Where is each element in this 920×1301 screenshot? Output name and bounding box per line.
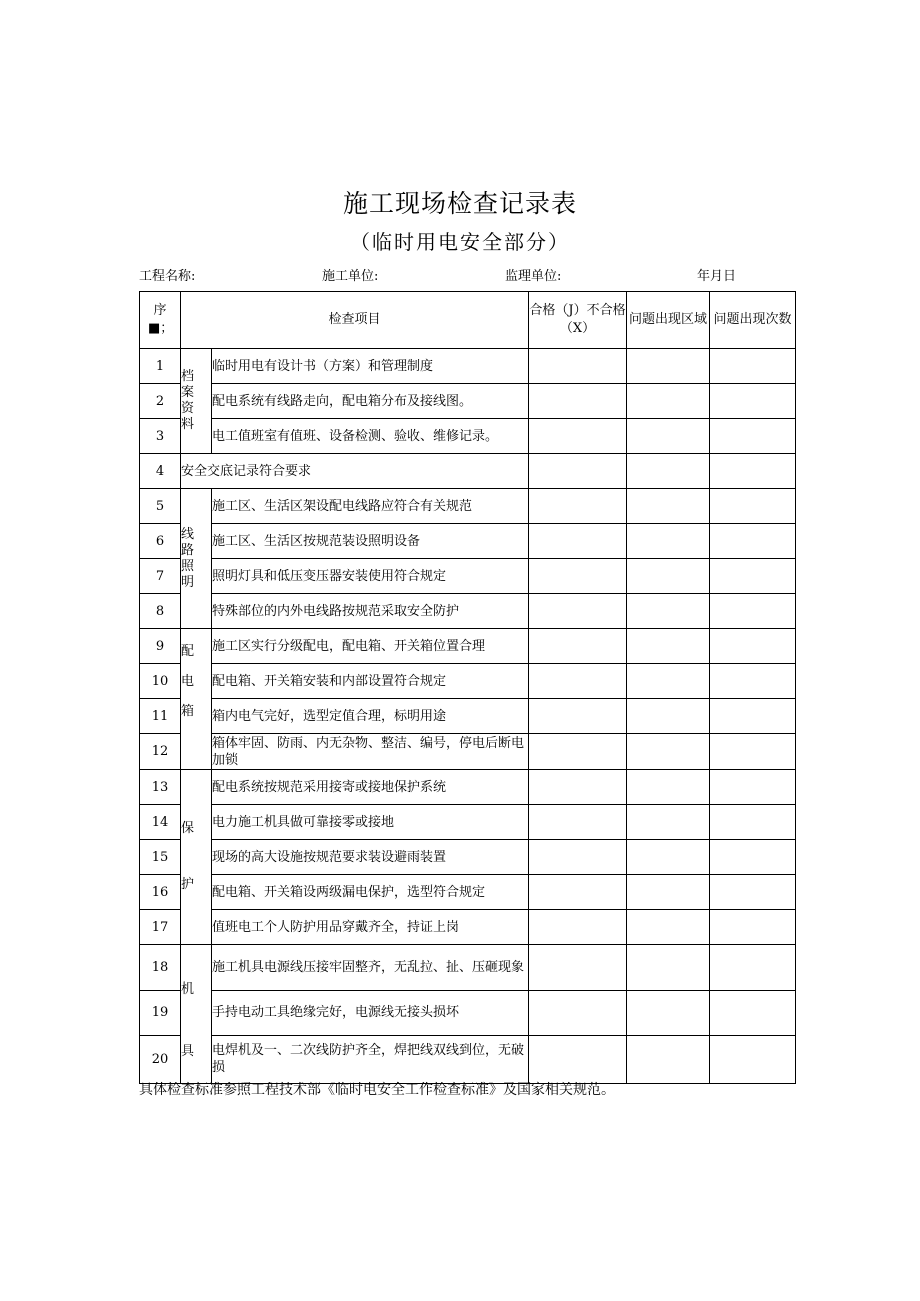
row-number: 9	[140, 629, 181, 664]
count-cell[interactable]	[710, 1035, 796, 1083]
count-cell[interactable]	[710, 349, 796, 384]
constructor-label: 施工单位:	[322, 269, 379, 284]
item-header: 检查项目	[181, 292, 529, 349]
count-header: 问题出现次数	[710, 292, 796, 349]
row-number: 15	[140, 840, 181, 875]
table-row	[140, 489, 796, 524]
area-cell[interactable]	[627, 454, 710, 489]
pass-cell[interactable]	[529, 384, 627, 419]
area-cell[interactable]	[627, 664, 710, 699]
row-number: 2	[140, 384, 181, 419]
count-cell[interactable]	[710, 629, 796, 664]
row-number: 5	[140, 489, 181, 524]
count-cell[interactable]	[710, 664, 796, 699]
pass-cell[interactable]	[529, 629, 627, 664]
count-cell[interactable]	[710, 489, 796, 524]
table-row	[140, 699, 796, 734]
row-item: 配电箱、开关箱设两级漏电保护，选型符合规定	[212, 875, 529, 910]
row-number: 12	[140, 734, 181, 770]
row-item: 电焊机及一、二次线防护齐全，焊把线双线到位，无破损	[212, 1035, 529, 1083]
table-row	[140, 559, 796, 594]
area-cell[interactable]	[627, 734, 710, 770]
row-item: 配电箱、开关箱安装和内部设置符合规定	[212, 664, 529, 699]
category-archive: 档案资料	[181, 349, 212, 454]
area-cell[interactable]	[627, 805, 710, 840]
table-row	[140, 629, 796, 664]
table-row	[140, 594, 796, 629]
pass-cell[interactable]	[529, 664, 627, 699]
supervisor-label: 监理单位:	[505, 269, 562, 284]
count-cell[interactable]	[710, 734, 796, 770]
area-cell[interactable]	[627, 770, 710, 805]
pass-cell[interactable]	[529, 594, 627, 629]
table-row	[140, 419, 796, 454]
project-name-label: 工程名称:	[139, 269, 196, 284]
row-item: 箱体牢固、防雨、内无杂物、整洁、编号，停电后断电加锁	[212, 734, 529, 770]
row-number: 20	[140, 1035, 181, 1083]
count-cell[interactable]	[710, 454, 796, 489]
count-cell[interactable]	[710, 419, 796, 454]
pass-cell[interactable]	[529, 770, 627, 805]
row-number: 7	[140, 559, 181, 594]
table-row	[140, 664, 796, 699]
row-number: 6	[140, 524, 181, 559]
row-number: 17	[140, 910, 181, 945]
pass-cell[interactable]	[529, 454, 627, 489]
row-item: 照明灯具和低压变压器安装使用符合规定	[212, 559, 529, 594]
table-row	[140, 734, 796, 770]
row-number: 1	[140, 349, 181, 384]
page-title: 施工现场检查记录表	[342, 189, 577, 218]
category-box: 配电箱	[181, 629, 212, 770]
footnote: 具体检查标准参照工程技术部《临时电安全工作检查标准》及国家相关规范。	[139, 1082, 615, 1098]
table-row	[140, 524, 796, 559]
area-cell[interactable]	[627, 419, 710, 454]
page-subtitle: （临时用电安全部分）	[350, 230, 570, 254]
pass-cell[interactable]	[529, 699, 627, 734]
pass-cell[interactable]	[529, 990, 627, 1035]
pass-cell[interactable]	[529, 559, 627, 594]
category-protect: 保护	[181, 770, 212, 945]
count-cell[interactable]	[710, 594, 796, 629]
pass-cell[interactable]	[529, 1035, 627, 1083]
table-row	[140, 875, 796, 910]
row-number: 19	[140, 990, 181, 1035]
row-item: 施工区、生活区架设配电线路应符合有关规范	[212, 489, 529, 524]
pass-cell[interactable]	[529, 734, 627, 770]
table-row	[140, 1035, 796, 1083]
table-row	[140, 454, 796, 489]
pass-header: 合格（J）不合格（X）	[529, 292, 627, 349]
table-row	[140, 384, 796, 419]
row-item: 电工值班室有值班、设备检测、验收、维修记录。	[212, 419, 529, 454]
row-number: 3	[140, 419, 181, 454]
row-item: 安全交底记录符合要求	[181, 454, 529, 489]
area-cell[interactable]	[627, 699, 710, 734]
seq-header: 序■；	[140, 292, 181, 349]
table-row	[140, 770, 796, 805]
row-number: 13	[140, 770, 181, 805]
pass-cell[interactable]	[529, 489, 627, 524]
row-item: 施工机具电源线压接牢固整齐，无乱拉、扯、压砸现象	[212, 945, 529, 991]
pass-cell[interactable]	[529, 945, 627, 991]
area-cell[interactable]	[627, 349, 710, 384]
row-item: 箱内电气完好，选型定值合理，标明用途	[212, 699, 529, 734]
pass-cell[interactable]	[529, 875, 627, 910]
area-cell[interactable]	[627, 945, 710, 991]
pass-cell[interactable]	[529, 805, 627, 840]
count-cell[interactable]	[710, 384, 796, 419]
area-cell[interactable]	[627, 910, 710, 945]
row-item: 施工区实行分级配电，配电箱、开关箱位置合理	[212, 629, 529, 664]
pass-cell[interactable]	[529, 910, 627, 945]
pass-cell[interactable]	[529, 524, 627, 559]
row-item: 配电系统按规范采用接寄或接地保护系统	[212, 770, 529, 805]
count-cell[interactable]	[710, 990, 796, 1035]
count-cell[interactable]	[710, 805, 796, 840]
table-row	[140, 990, 796, 1035]
table-row	[140, 840, 796, 875]
area-header: 问题出现区域	[627, 292, 710, 349]
count-cell[interactable]	[710, 770, 796, 805]
row-number: 16	[140, 875, 181, 910]
area-cell[interactable]	[627, 1035, 710, 1083]
row-item: 特殊部位的内外电线路按规范采取安全防护	[212, 594, 529, 629]
count-cell[interactable]	[710, 840, 796, 875]
area-cell[interactable]	[627, 875, 710, 910]
area-cell[interactable]	[627, 594, 710, 629]
count-cell[interactable]	[710, 910, 796, 945]
table-row	[140, 910, 796, 945]
area-cell[interactable]	[627, 629, 710, 664]
pass-cell[interactable]	[529, 349, 627, 384]
count-cell[interactable]	[710, 699, 796, 734]
area-cell[interactable]	[627, 840, 710, 875]
row-number: 4	[140, 454, 181, 489]
inspection-table	[139, 291, 796, 1084]
row-item: 值班电工个人防护用品穿戴齐全，持证上岗	[212, 910, 529, 945]
category-line: 线路照明	[181, 489, 212, 629]
table-row	[140, 805, 796, 840]
pass-cell[interactable]	[529, 419, 627, 454]
row-item: 手持电动工具绝缘完好，电源线无接头损坏	[212, 990, 529, 1035]
row-number: 10	[140, 664, 181, 699]
row-number: 11	[140, 699, 181, 734]
count-cell[interactable]	[710, 945, 796, 991]
area-cell[interactable]	[627, 524, 710, 559]
pass-cell[interactable]	[529, 840, 627, 875]
row-item: 电力施工机具做可靠接零或接地	[212, 805, 529, 840]
table-row	[140, 349, 796, 384]
count-cell[interactable]	[710, 559, 796, 594]
area-cell[interactable]	[627, 990, 710, 1035]
area-cell[interactable]	[627, 489, 710, 524]
row-item: 配电系统有线路走向，配电箱分布及接线图。	[212, 384, 529, 419]
row-number: 18	[140, 945, 181, 991]
row-item: 现场的高大设施按规范要求装设避雨装置	[212, 840, 529, 875]
count-cell[interactable]	[710, 875, 796, 910]
category-machine: 机具	[181, 945, 212, 1084]
area-cell[interactable]	[627, 559, 710, 594]
table-row	[140, 945, 796, 991]
area-cell[interactable]	[627, 384, 710, 419]
row-number: 8	[140, 594, 181, 629]
row-item: 施工区、生活区按规范装设照明设备	[212, 524, 529, 559]
row-item: 临时用电有设计书（方案）和管理制度	[212, 349, 529, 384]
row-number: 14	[140, 805, 181, 840]
header-row	[140, 292, 796, 349]
date-label: 年月日	[697, 269, 737, 284]
count-cell[interactable]	[710, 524, 796, 559]
